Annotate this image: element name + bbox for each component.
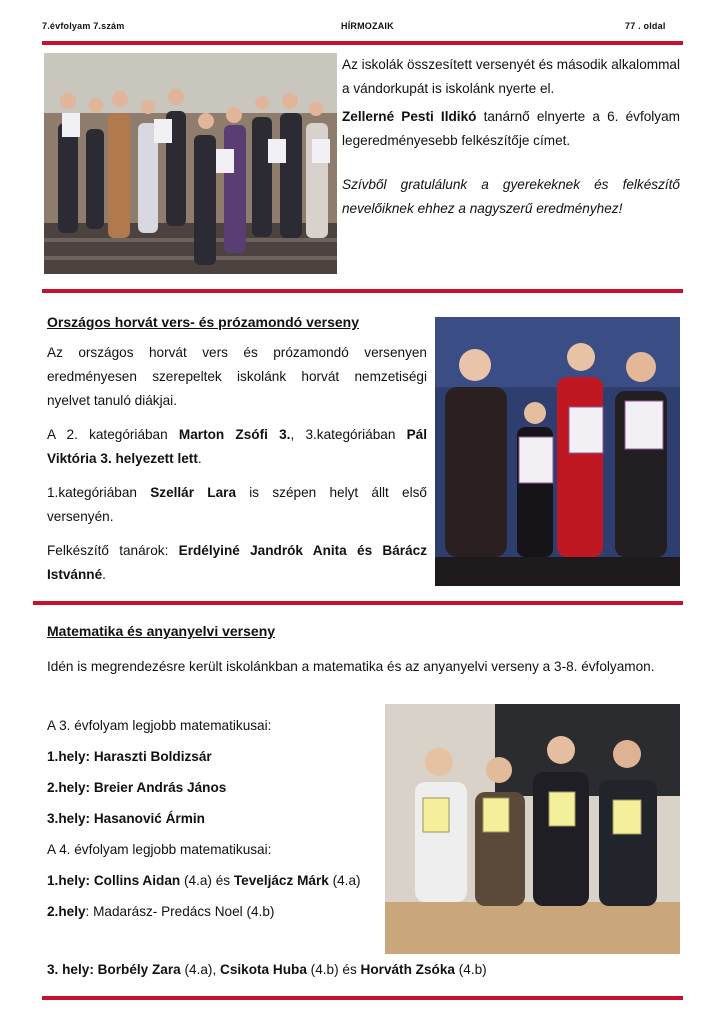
section2-paragraph-3	[47, 481, 427, 529]
page-number: 77 . oldal	[625, 21, 666, 31]
footer-rule	[42, 996, 683, 1000]
section1-text	[342, 53, 680, 221]
g4-third-name1: 3. hely: Borbély Zara	[47, 962, 181, 977]
grade4-first-place	[47, 865, 379, 896]
school-team-photo	[44, 53, 337, 274]
math-intro	[47, 655, 680, 679]
g4-third-name2: Csikota Huba	[220, 962, 307, 977]
section1-paragraph-1: Az iskolák összesített versenyét és második alkalommal a vándorkupát is iskolánk nyerte el.	[342, 57, 680, 96]
grade3-title: A 3. évfolyam legjobb matematikusai:	[47, 718, 272, 733]
math-winners-photo	[385, 704, 680, 954]
g4-second-label: 2.hely	[47, 904, 86, 919]
header-rule	[42, 41, 683, 45]
croatian-contest-photo	[435, 317, 680, 586]
g4-first-name1: 1.hely: Collins Aidan	[47, 873, 181, 888]
issue-label: 7.évfolyam 7.szám	[42, 21, 125, 31]
section1-paragraph-2	[342, 105, 680, 153]
g4-third-class1: (4.a),	[180, 962, 221, 977]
p4-text-a: Felkészítő tanárok:	[47, 543, 179, 558]
section1-rule	[42, 289, 683, 293]
teacher-name: Zellerné Pesti Ildikó	[342, 109, 477, 124]
g4-third-class2: (4.b) és	[306, 962, 361, 977]
g4-third-name3: Horváth Zsóka	[360, 962, 455, 977]
g4-third-class3: (4.b)	[454, 962, 487, 977]
math-intro-text: Idén is megrendezésre került iskolánkban a matematika és az anyanyelvi verseny a 3-8. évfolyamon.	[47, 659, 655, 674]
p2-text-c: .	[197, 451, 202, 466]
teacher-names: Erdélyiné Jandrók Anita és Bárácz Istvánné	[47, 543, 427, 582]
math-winners-photo-illustration	[385, 704, 680, 954]
grade3-second-place: 2.hely: Breier András János	[47, 780, 227, 795]
school-team-photo-illustration	[44, 53, 337, 274]
student-name-pal: Pál Viktória 3. helyezett lett	[47, 427, 427, 466]
g4-first-class2: (4.a)	[328, 873, 361, 888]
congratulation-italic: Szívből gratulálunk a gyerekeknek és felkészítő nevelőiknek ehhez a nagyszerű eredményhez!	[342, 177, 680, 216]
p3-text-b: is szépen helyt állt első versenyén.	[47, 485, 427, 524]
grade4-title: A 4. évfolyam legjobb matematikusai:	[47, 842, 272, 857]
section2-rule	[33, 601, 683, 605]
croatian-contest-photo-illustration	[435, 317, 680, 586]
grade3-third-place: 3.hely: Hasanović Ármin	[47, 811, 205, 826]
grade4-third-place	[47, 958, 687, 982]
g4-first-name2: Teveljácz Márk	[233, 873, 329, 888]
p4-text-b: .	[102, 567, 106, 582]
grade4-second-place	[47, 896, 379, 927]
section2-paragraph-4	[47, 539, 427, 587]
p2-text-a: A 2. kategóriában	[47, 427, 179, 442]
section2-text	[47, 341, 427, 587]
section1-paragraph-2-rest: tanárnő elnyerte a 6. évfolyam legeredményesebb felkészítője címet.	[342, 109, 680, 148]
section2-paragraph-2	[47, 423, 427, 471]
p2-text-b: , 3.kategóriában	[290, 427, 407, 442]
math-results	[47, 710, 379, 927]
student-name-szellar: Szellár Lara	[150, 485, 237, 500]
g4-second-name: : Madarász- Predács Noel (4.b)	[85, 904, 275, 919]
newsletter-title: HÍRMOZAIK	[341, 21, 394, 31]
math-contest-heading: Matematika és anyanyelvi verseny	[47, 623, 276, 639]
congratulation-text	[342, 173, 680, 221]
p3-text-a: 1.kategóriában	[47, 485, 151, 500]
grade3-first-place: 1.hely: Haraszti Boldizsár	[47, 749, 212, 764]
student-name-marton: Marton Zsófi 3.	[178, 427, 291, 442]
section2-paragraph-1: Az országos horvát vers és prózamondó versenyen eredményesen szerepeltek iskolánk horvát nemzetiségi nyelvet tanuló diákjai.	[47, 345, 427, 408]
croatian-contest-heading: Országos horvát vers- és prózamondó verseny	[47, 314, 359, 330]
g4-first-class1: (4.a) és	[180, 873, 234, 888]
